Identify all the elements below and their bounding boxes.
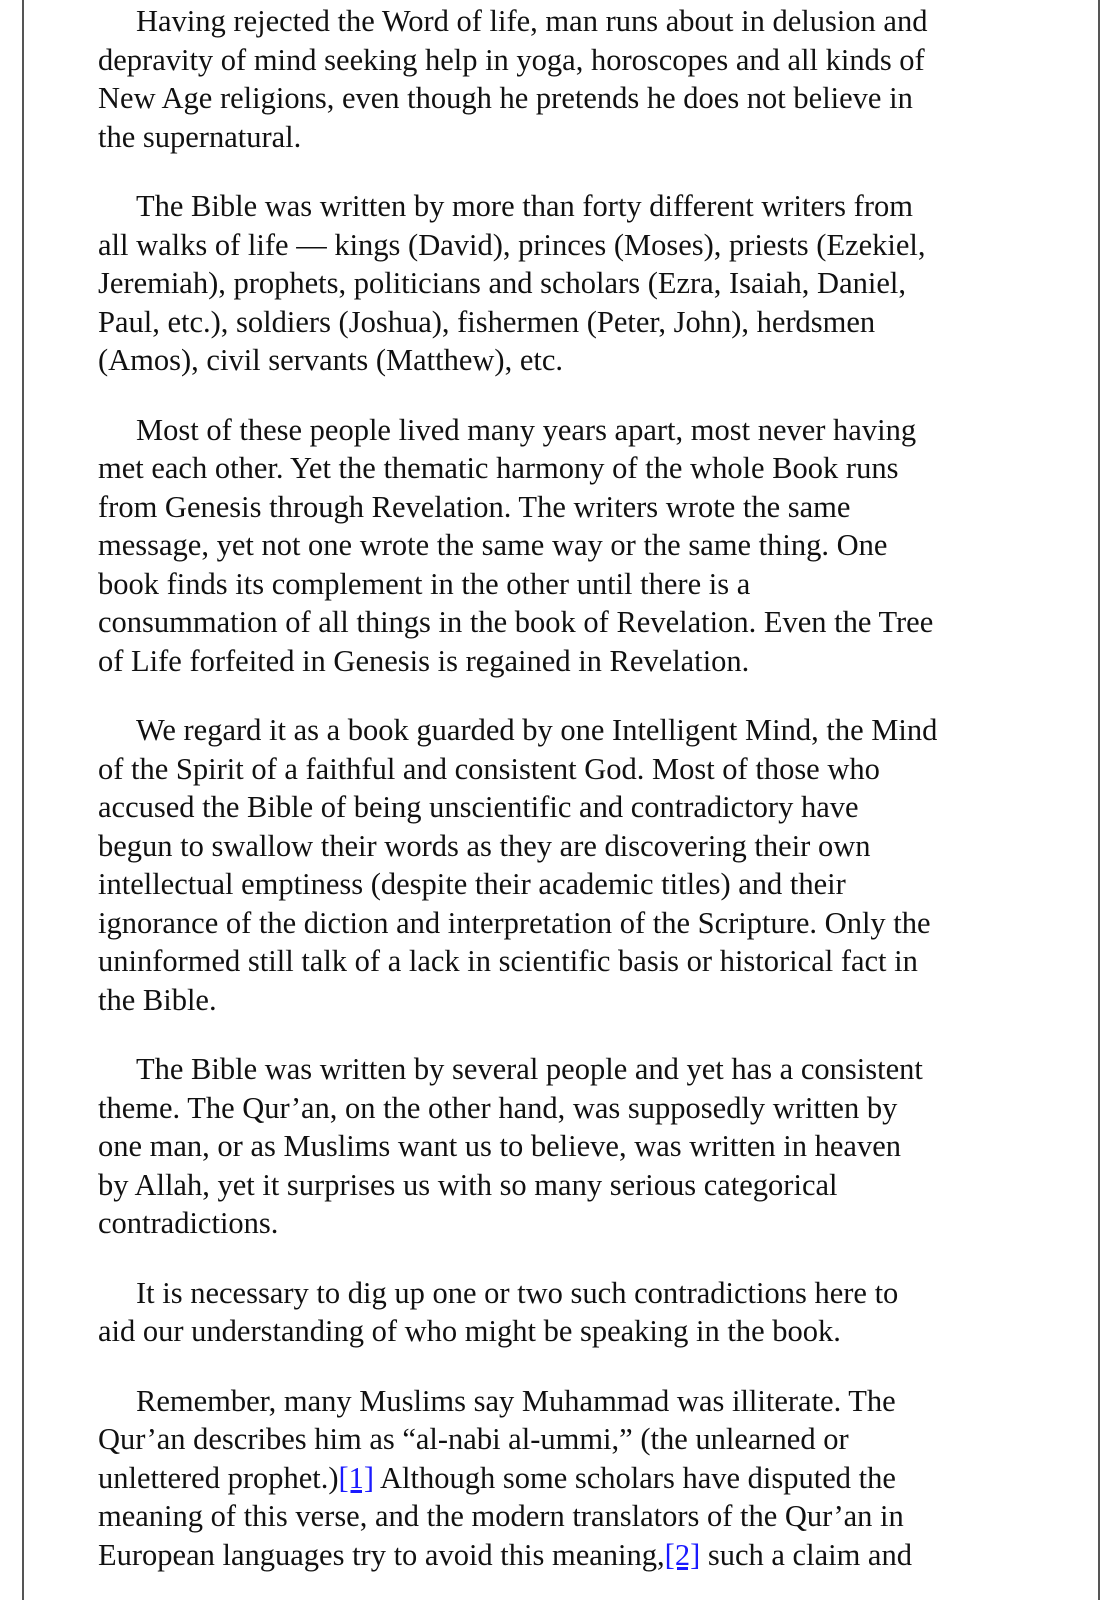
paragraph-new-age: Having rejected the Word of life, man runs about in delusion and depravity of mind seeking help in yoga, horoscopes and all kinds of New Age religions, even though he pretends he does not believe in the supernatural. bbox=[98, 4, 928, 154]
paragraph-dig-up-contradictions: It is necessary to dig up one or two such contradictions here to aid our understanding of who might be speaking in the book. bbox=[98, 1275, 899, 1348]
text-column bbox=[98, 2, 998, 1605]
paragraph-thematic-harmony: Most of these people lived many years apart, most never having met each other. Yet the thematic harmony of the whole Book runs from Genesis through Revelation. The writers wrote the same message, yet not one wrote the same way or the same thing. One book finds its complement in the other until there is a consummation of all things in the book of Revelation. Even the Tree of Life forfeited in Genesis is regained in Revelation. bbox=[98, 412, 934, 678]
paragraph-intelligent-mind: We regard it as a book guarded by one Intelligent Mind, the Mind of the Spirit of a faithful and consistent God. Most of those who accused the Bible of being unscientific and contradictory have begun to swallow their words as they are discovering their own intellectual emptiness (despite their academic titles) and their ignorance of the diction and interpretation of the Scripture. Only the uninformed still talk of a lack in scientific basis or historical fact in the Bible. bbox=[98, 713, 938, 1017]
paragraph-text-part3: such a claim and bbox=[700, 1537, 912, 1572]
document-page bbox=[22, 0, 1100, 1600]
paragraph-quran-contradictions: The Bible was written by several people and yet has a consistent theme. The Qur’an, on the other hand, was supposedly written by one man, or as Muslims want us to believe, was written in heaven by Allah, yet it surprises us with so many serious categorical contradictions. bbox=[98, 1052, 923, 1240]
paragraph-text-part1: Remember, many Muslims say Muhammad was illiterate. The Qur’an describes him as “al-nabi al-ummi,” (the unlearned or unlettered prophet.) bbox=[98, 1383, 896, 1495]
footnote-link-2[interactable]: [2] bbox=[664, 1537, 701, 1572]
footnote-link-1[interactable]: [1] bbox=[338, 1460, 375, 1495]
paragraph-illiterate-prophet bbox=[98, 1382, 998, 1575]
paragraph-text-part2: Although some scholars have disputed the meaning of this verse, and the modern translators of the Qur’an in European languages try to avoid this meaning, bbox=[98, 1460, 904, 1572]
paragraph-bible-writers: The Bible was written by more than forty different writers from all walks of life — kings (David), princes (Moses), priests (Ezekiel, Jeremiah), prophets, politicians and scholars (Ezra, Isaiah, Daniel, Paul, etc.), soldiers (Joshua), fishermen (Peter, John), herdsmen (Amos), civil servants (Matthew), etc. bbox=[98, 189, 926, 377]
